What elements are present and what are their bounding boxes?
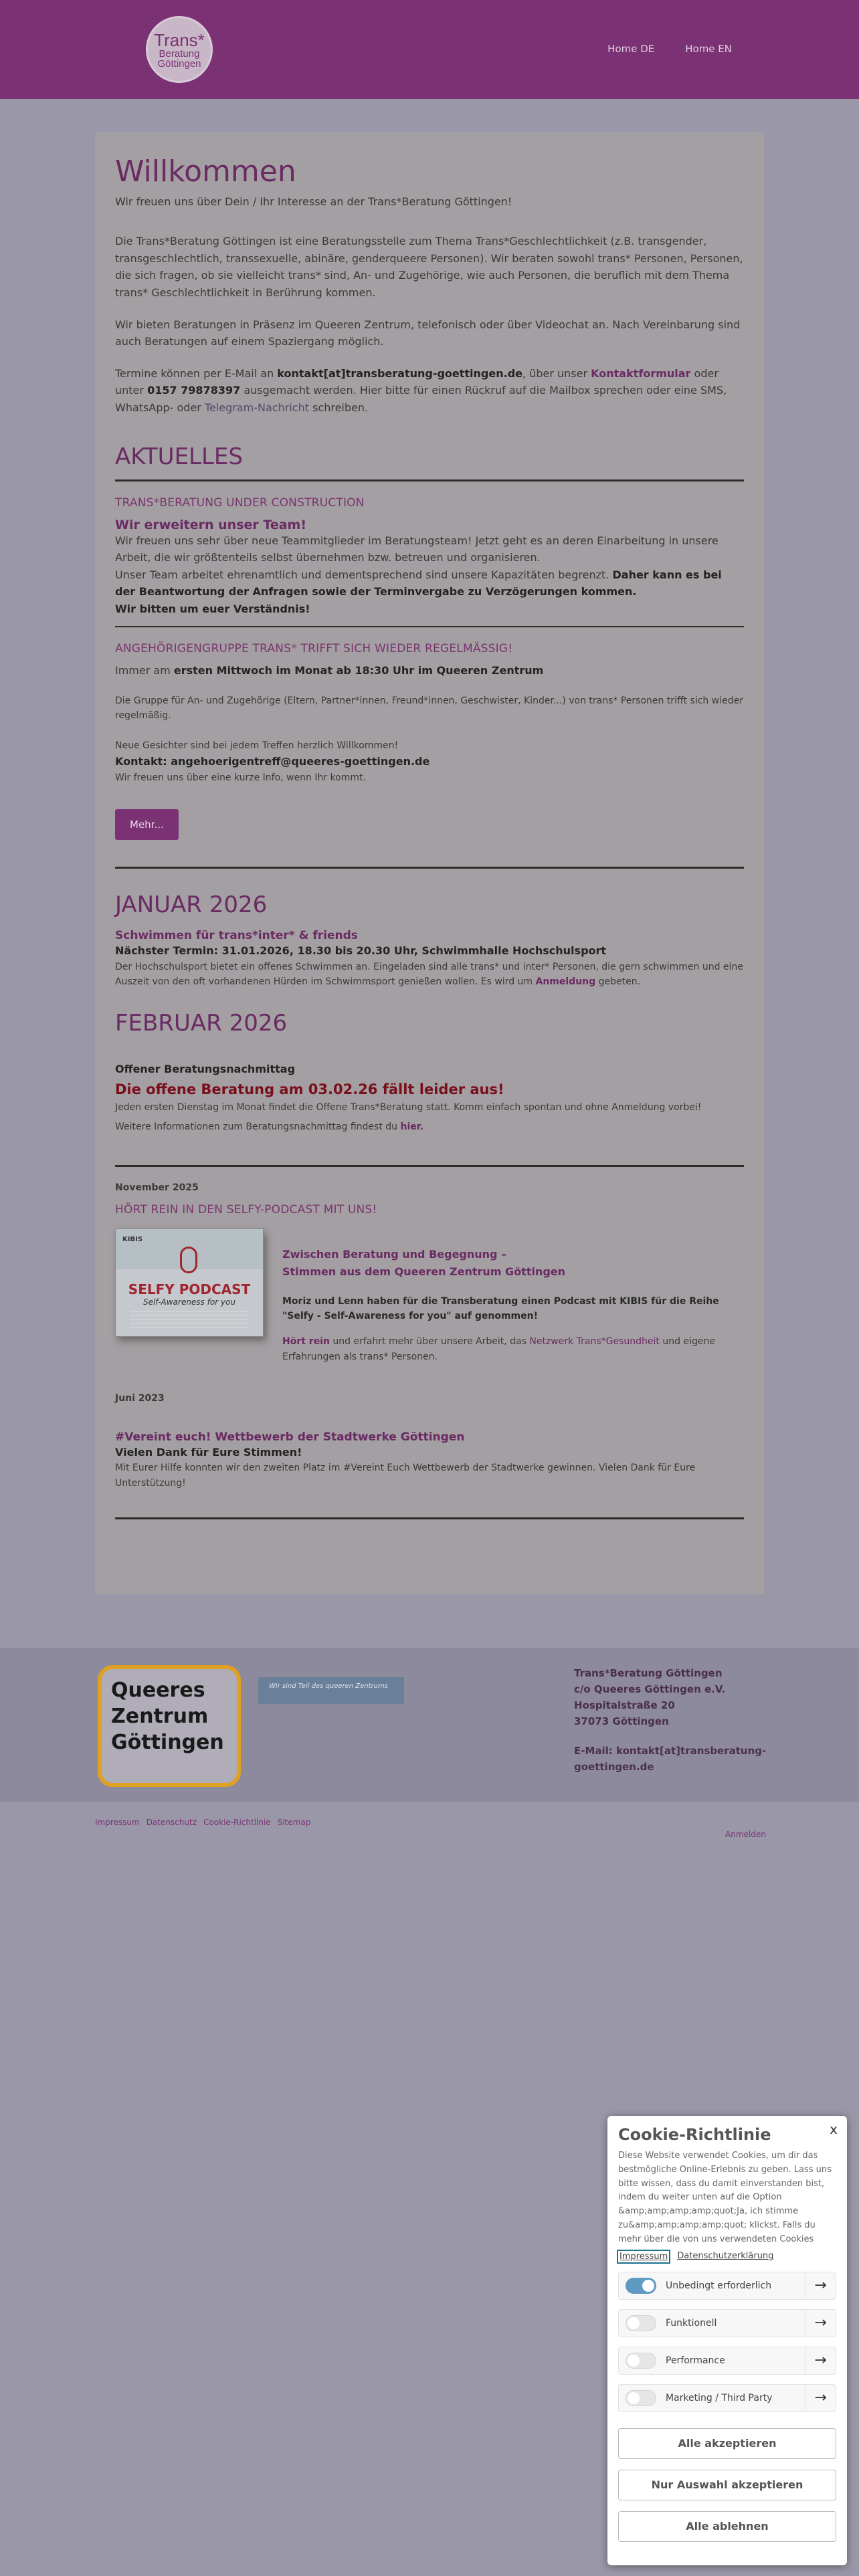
construction-p2a: Unser Team arbeitet ehrenamtlich und dementsprechend sind unsere Kapazitäten begrenzt.	[115, 568, 613, 581]
construction-p1: Wir freuen uns sehr über neue Teammitglieder im Beratungsteam! Jetzt geht es an deren Einarbeitung in unsere Arbeit, die wir größtenteils selbst übernehmen bzw. betreuen und organisieren.	[115, 534, 719, 564]
logo-line3: Göttingen	[157, 58, 201, 70]
angehoerige-when-b: ersten Mittwoch im Monat ab 18:30 Uhr im Queeren Zentrum	[173, 663, 544, 677]
verein-date: Juni 2023	[115, 1393, 165, 1404]
hoert-rein-link[interactable]: Hört rein	[282, 1336, 330, 1348]
cookie-dialog	[607, 2116, 847, 2565]
podcast-desc-3	[282, 1334, 737, 1364]
divider	[115, 479, 744, 481]
podcast-image[interactable]	[115, 1228, 264, 1337]
angehoerige-p1: Die Gruppe für An- und Zugehörige (Eltern, Partner*innen, Freund*innen, Geschwister, Kinder...) von trans* Personen trifft sich wieder regelmäßig.	[115, 695, 743, 722]
cookie-links	[618, 2251, 836, 2262]
address-line-1: Trans*Beratung Göttingen	[574, 1667, 723, 1679]
ribbon-text: Wir sind Teil des queeren Zentrums	[269, 1683, 388, 1690]
contact-text-d: ausgemacht werden. Hier bitte für einen Rückruf auf die Mailbox sprechen oder eine SMS, WhatsApp- oder	[115, 384, 727, 414]
podcast-desc-1: Moriz und Lenn haben für die Transberatung einen Podcast mit KIBIS für die Reihe	[282, 1295, 719, 1307]
februar-p1: Jeden ersten Dienstag im Monat findet die Offene Trans*Beratung statt. Komm einfach spontan und ohne Anmeldung vorbei!	[115, 1102, 702, 1113]
angehoerige-heading: ANGEHÖRIGENGRUPPE TRANS* TRIFFT SICH WIEDER REGELMÄSSIG!	[115, 641, 513, 655]
cookie-category-necessary	[618, 2272, 836, 2300]
angehoerige-contact: Kontakt: angehoerigentreff@queeres-goettingen.de	[115, 755, 430, 768]
footer-link-impressum[interactable]: Impressum	[95, 1818, 140, 1827]
footer-address	[574, 1665, 775, 1775]
more-button[interactable]: Mehr...	[115, 809, 179, 840]
accept-all-button[interactable]: Alle akzeptieren	[618, 2428, 836, 2459]
footer-link-sitemap[interactable]: Sitemap	[277, 1818, 311, 1827]
contact-text-c: oder unter	[115, 366, 719, 397]
januar-text-b: gebeten.	[595, 976, 641, 988]
podcast-heading: HÖRT REIN IN DEN SELFY-PODCAST MIT UNS!	[115, 1203, 377, 1217]
address-line-3: Hospitalstraße 20	[574, 1699, 675, 1711]
section-januar: JANUAR 2026	[115, 891, 268, 919]
contact-phone: 0157 79878397	[147, 384, 241, 397]
toggle-necessary[interactable]	[626, 2278, 656, 2294]
construction-p2b: Daher kann es bei der Beantwortung der Anfragen sowie der Terminvergabe zu Verzögerungen kommen.	[115, 568, 722, 599]
contact-text-e: schreiben.	[308, 401, 369, 414]
login-link[interactable]: Anmelden	[725, 1830, 766, 1839]
close-icon[interactable]: x	[830, 2121, 838, 2137]
qz-line2: Zentrum	[111, 1705, 209, 1728]
cookie-title: Cookie-Richtlinie	[618, 2125, 771, 2144]
main-content	[95, 132, 764, 1594]
podcast-title-2: Stimmen aus dem Queeren Zentrum Göttingen	[282, 1265, 566, 1278]
arrow-right-icon[interactable]: →	[805, 2385, 836, 2411]
intro-text: Wir freuen uns über Dein / Ihr Interesse an der Trans*Beratung Göttingen!	[115, 195, 512, 208]
podcast-desc-3b: und erfahrt mehr über unsere Arbeit, das	[329, 1336, 530, 1348]
main-nav	[607, 43, 732, 55]
section-februar: FEBRUAR 2026	[115, 1009, 288, 1037]
angehoerige-p2: Neue Gesichter sind bei jedem Treffen herzlich Willkommen!	[115, 740, 399, 751]
category-label: Marketing / Third Party	[666, 2392, 773, 2403]
januar-text	[115, 960, 744, 990]
angehoerige-when	[115, 662, 744, 679]
podcast-desc-2: "Selfy - Self-Awareness for you" auf genommen!	[282, 1310, 538, 1321]
construction-subheading: Wir erweitern unser Team!	[115, 517, 306, 532]
contact-text	[115, 365, 744, 417]
reject-all-button[interactable]: Alle ablehnen	[618, 2511, 836, 2542]
footer-email: E-Mail: kontakt[at]transberatung-goettingen.de	[574, 1745, 767, 1773]
page-title: Willkommen	[115, 154, 296, 189]
category-label: Performance	[666, 2355, 725, 2366]
divider	[115, 1165, 744, 1167]
contact-email[interactable]: kontakt[at]transberatung-goettingen.de	[277, 366, 523, 380]
section-aktuelles: AKTUELLES	[115, 443, 244, 470]
verein-subheading: Vielen Dank für Eure Stimmen!	[115, 1445, 302, 1459]
toggle-marketing[interactable]	[626, 2390, 656, 2406]
footer-links	[95, 1818, 310, 1827]
offer-text: Wir bieten Beratungen in Präsenz im Queeren Zentrum, telefonisch oder über Videochat an. Nach Vereinbarung sind auch Beratungen auf einem Spaziergang möglich.	[115, 318, 741, 348]
angehoerige-p3: Wir freuen uns über eine kurze Info, wenn Ihr kommt.	[115, 772, 366, 783]
construction-heading: TRANS*BERATUNG UNDER CONSTRUCTION	[115, 496, 365, 510]
arrow-right-icon[interactable]: →	[805, 2347, 836, 2374]
footer-link-datenschutz[interactable]: Datenschutz	[146, 1818, 197, 1827]
site-logo[interactable]	[146, 16, 213, 83]
februar-alert: Die offene Beratung am 03.02.26 fällt leider aus!	[115, 1081, 504, 1098]
verein-text: Mit Eurer Hilfe konnten wir den zweiten Platz im #Vereint Euch Wettbewerb der Stadtwerke gewinnen. Vielen Dank für Eure Unterstützung!	[115, 1463, 696, 1489]
cookie-description: Diese Website verwendet Cookies, um dir das bestmögliche Online-Erlebnis zu geben. Lass uns bitte wissen, dass du damit einverstanden bist, indem du weiter unten auf die Option &amp;amp;amp;amp;quot;Ja, ich stimme zu&amp;amp;amp;amp;quot; klickst. Falls du mehr über die von uns verwendeten Cookies	[618, 2151, 832, 2244]
hier-link[interactable]: hier.	[400, 1121, 423, 1132]
category-label: Funktionell	[666, 2317, 717, 2329]
contact-text-a: Termine können per E-Mail an	[115, 366, 278, 380]
microphone-icon	[180, 1247, 197, 1273]
podcast-image-title: SELFY PODCAST	[128, 1281, 251, 1298]
verein-heading: #Vereint euch! Wettbewerb der Stadtwerke Göttingen	[115, 1430, 465, 1444]
queeres-zentrum-ribbon	[258, 1677, 404, 1704]
qz-line1: Queeres	[111, 1679, 205, 1702]
arrow-right-icon[interactable]: →	[805, 2310, 836, 2337]
divider	[115, 867, 744, 869]
podcast-date: November 2025	[115, 1182, 199, 1193]
cookie-impressum-link[interactable]: Impressum	[619, 2251, 668, 2262]
anmeldung-link[interactable]: Anmeldung	[535, 976, 596, 988]
telegram-link[interactable]: Telegram-Nachricht	[204, 401, 309, 414]
logo-line1: Trans*	[154, 30, 205, 50]
site-header	[0, 0, 859, 99]
nav-home-en[interactable]: Home EN	[685, 43, 732, 55]
podcast-kibis: KIBIS	[122, 1236, 143, 1244]
januar-termin: Nächster Termin: 31.01.2026, 18.30 bis 20.30 Uhr, Schwimmhalle Hochschulsport	[115, 944, 607, 958]
logo-line2: Beratung	[159, 48, 200, 60]
contact-text-b: , über unser	[522, 366, 591, 380]
address-line-4: 37073 Göttingen	[574, 1715, 669, 1727]
category-label: Unbedingt erforderlich	[666, 2280, 772, 2291]
toggle-functional[interactable]	[626, 2315, 656, 2331]
contact-form-link[interactable]: Kontaktformular	[591, 366, 691, 380]
februar-subheading: Offener Beratungsnachmittag	[115, 1062, 296, 1075]
netzwerk-link[interactable]: Netzwerk Trans*Gesundheit	[529, 1336, 660, 1348]
februar-p2	[115, 1119, 744, 1134]
queeres-zentrum-logo[interactable]	[98, 1665, 241, 1787]
footer-link-cookie[interactable]: Cookie-Richtlinie	[203, 1818, 271, 1827]
angehoerige-when-a: Immer am	[115, 663, 174, 677]
nav-home-de[interactable]: Home DE	[607, 43, 655, 55]
podcast-text	[282, 1228, 737, 1364]
cookie-category-performance	[618, 2347, 836, 2375]
divider	[115, 626, 744, 627]
podcast-block	[115, 1228, 744, 1364]
about-text: Die Trans*Beratung Göttingen ist eine Beratungsstelle zum Thema Trans*Geschlechtlichkeit (z.B. transgender, transgeschlechtlich, transsexuelle, abinäre, genderqueere Personen). Wir beraten sowohl trans* Personen, Personen, die sich fragen, ob sie vielleicht trans* sind, An- und Zugehörige, wie auch Personen, die beruflich mit dem Thema trans* Geschlechtlichkeit in Berührung kommen.	[115, 235, 743, 299]
podcast-title-1: Zwischen Beratung und Begegnung –	[282, 1248, 507, 1261]
toggle-performance[interactable]	[626, 2353, 656, 2369]
accept-selection-button[interactable]: Nur Auswahl akzeptieren	[618, 2470, 836, 2500]
construction-p3: Wir bitten um euer Verständnis!	[115, 602, 310, 615]
arrow-right-icon[interactable]: →	[805, 2272, 836, 2299]
cookie-category-functional	[618, 2309, 836, 2337]
cookie-category-marketing	[618, 2384, 836, 2412]
cookie-privacy-link[interactable]: Datenschutzerklärung	[677, 2250, 774, 2261]
address-line-2: c/o Queeres Göttingen e.V.	[574, 1683, 726, 1695]
februar-p2a: Weitere Informationen zum Beratungsnachmittag findest du	[115, 1121, 401, 1132]
divider	[115, 1517, 744, 1519]
construction-p2	[115, 566, 744, 601]
podcast-desc-3c: und eigene Erfahrungen als trans* Personen.	[282, 1336, 715, 1362]
januar-text-a: Der Hochschulsport bietet ein offenes Schwimmen an. Eingeladen sind alle trans* und inter* Personen, die gern schwimmen und eine Auszeit von den oft vorhandenen Hürden im Schwimmsport genießen wollen. Es wird um	[115, 961, 743, 988]
podcast-image-subtitle: Self-Awareness for you	[142, 1297, 236, 1307]
qz-line3: Göttingen	[111, 1731, 224, 1754]
januar-subheading: Schwimmen für trans*inter* & friends	[115, 929, 358, 943]
